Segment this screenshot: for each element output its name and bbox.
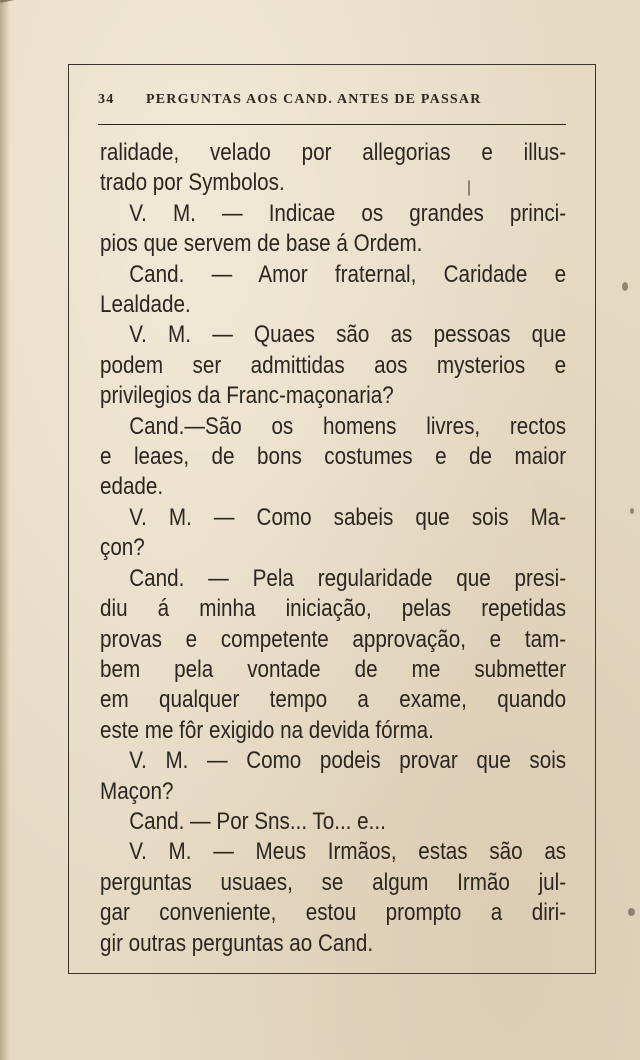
text-line: V. M. — Quaes são as pessoas que [129, 321, 567, 349]
text-line: podem ser admittidas aos mysterios e [100, 351, 567, 379]
text-line: Lealdade. [100, 291, 191, 319]
text-line: privilegios da Franc-maçonaria? [100, 382, 394, 410]
page-number: 34 [98, 92, 115, 107]
text-line: V. M. — Como podeis provar que sois [129, 747, 567, 775]
text-line: este me fôr exigido na devida fórma. [100, 716, 434, 744]
page-gutter-shadow [0, 0, 10, 1060]
ink-speck [630, 508, 634, 514]
text-line: ralidade, velado por allegorias e illus- [100, 139, 567, 166]
text-line: em qualquer tempo a exame, quando [100, 686, 567, 714]
text-line: V. M. — Como sabeis que sois Ma- [129, 503, 567, 531]
body-text [100, 138, 567, 959]
text-line: perguntas usuaes, se algum Irmão jul- [100, 868, 567, 896]
running-head [98, 88, 568, 116]
text-line: Cand. — Por Sns... To... e... [129, 807, 386, 835]
text-line: diu á minha iniciação, pelas repetidas [100, 595, 567, 623]
text-line: Maçon? [100, 777, 174, 805]
text-line: V. M. — Indicae os grandes princi- [129, 199, 567, 227]
text-line: çon? [100, 534, 145, 562]
text-line: gar conveniente, estou prompto a diri- [100, 899, 567, 927]
text-line: e leaes, de bons costumes e de maior [100, 443, 567, 471]
text-line: gir outras perguntas ao Cand. [100, 929, 374, 957]
text-line: edade. [100, 473, 164, 501]
text-line: bem pela vontade de me submetter [100, 655, 567, 683]
running-head-title: PERGUNTAS AOS CAND. ANTES DE PASSAR [146, 92, 482, 107]
ink-speck [468, 180, 470, 196]
header-rule [98, 124, 566, 125]
text-line: pios que servem de base á Ordem. [100, 230, 423, 258]
text-line: provas e competente approvação, e tam- [100, 625, 567, 653]
text-line: Cand.—São os homens livres, rectos [129, 412, 567, 440]
ink-speck [622, 282, 628, 291]
text-line: trado por Symbolos. [100, 169, 285, 197]
text-line: V. M. — Meus Irmãos, estas são as [129, 838, 567, 866]
text-line: Cand. — Pela regularidade que presi- [129, 564, 567, 592]
text-line: Cand. — Amor fraternal, Caridade e [129, 260, 567, 288]
ink-speck [628, 908, 635, 916]
